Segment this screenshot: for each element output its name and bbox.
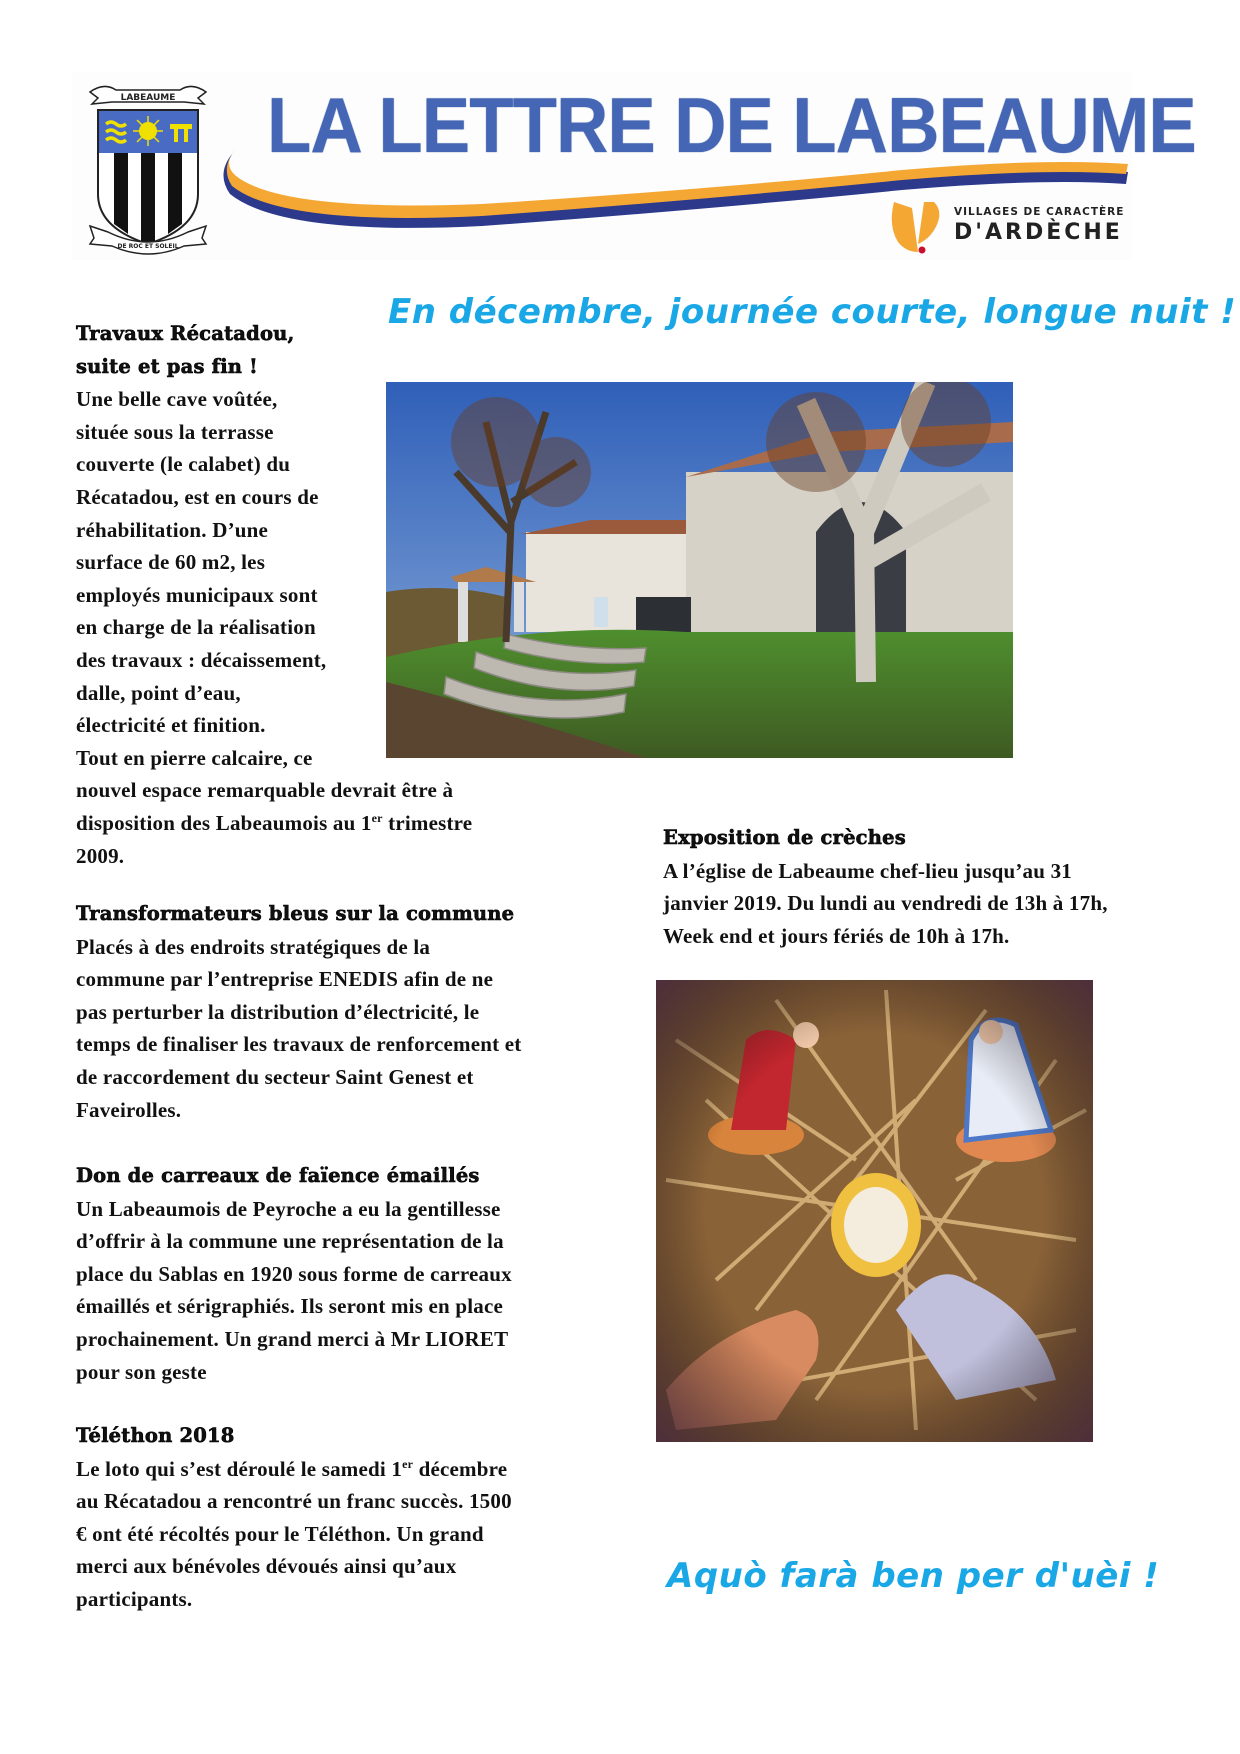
article-telethon — [76, 1420, 616, 1616]
villages-de-caractere-logo — [888, 198, 1125, 254]
article-creches — [663, 822, 1203, 952]
masthead-banner — [72, 72, 1196, 260]
article-heading: Téléthon 2018 — [76, 1424, 235, 1447]
masthead-title-area — [222, 72, 1196, 260]
article-body: A l’église de Labeaume chef-lieu jusqu’au 31 janvier 2019. Du lundi au vendredi de 13h à 17h, Week end et jours fériés de 10h à 17h. — [663, 858, 1108, 948]
vdc-tagline: VILLAGES DE CARACTÈRE — [954, 206, 1125, 218]
newsletter-title: LA LETTRE DE LABEAUME — [267, 81, 1196, 169]
article-body: Une belle cave voûtée, située sous la terrasse couverte (le calabet) du Récatadou, est en cours de réhabilitation. D’une surface de 60 m2, les employés municipaux sont en charge de la réalisation des travaux : décaissement, dalle, point d’eau, électricité et finition. Tout en pierre calcaire, ce nouvel espace remarquable devrait être à disposition des Labeaumois au 1er trimestre 2009. — [76, 387, 473, 868]
nativity-creche-photo — [656, 980, 1093, 1442]
article-transformateurs — [76, 898, 616, 1126]
article-faience — [76, 1160, 616, 1388]
monthly-proverb: En décembre, journée courte, longue nuit ! — [388, 292, 1237, 332]
article-body: Un Labeaumois de Peyroche a eu la gentillesse d’offrir à la commune une représentation de la place du Sablas en 1920 sous forme de carreaux émaillés et sérigraphiés. Ils seront mis en place prochainement. Un grand merci à Mr LIORET pour son geste — [76, 1196, 512, 1384]
v-mark-icon — [888, 198, 944, 254]
crest-top-ribbon-text: LABEAUME — [120, 93, 176, 103]
article-body: Placés à des endroits stratégiques de la commune par l’entreprise ENEDIS afin de ne pas perturber la distribution d’électricité, le temps de finaliser les travaux de renforcement et de raccordement du secteur Saint Genest et Faveirolles. — [76, 934, 522, 1122]
article-heading: Don de carreaux de faïence émaillés — [76, 1164, 480, 1187]
article-heading: Transformateurs bleus sur la commune — [76, 902, 515, 925]
article-heading: Travaux Récatadou, suite et pas fin ! — [76, 322, 295, 378]
article-heading: Exposition de crèches — [663, 826, 906, 849]
vdc-region: D'ARDÈCHE — [954, 220, 1123, 245]
occitan-proverb: Aquò farà ben per d'uèi ! — [667, 1556, 1160, 1596]
recatadou-building-photo — [386, 382, 1013, 758]
article-body: Le loto qui s’est déroulé le samedi 1er décembre au Récatadou a rencontré un franc succès. 1500 € ont été récoltés pour le Téléthon. Un grand merci aux bénévoles dévoués ainsi qu’aux participants. — [76, 1456, 512, 1611]
crest-bottom-ribbon-text: DE ROC ET SOLEIL — [117, 243, 179, 250]
labeaume-crest-logo — [84, 76, 212, 256]
